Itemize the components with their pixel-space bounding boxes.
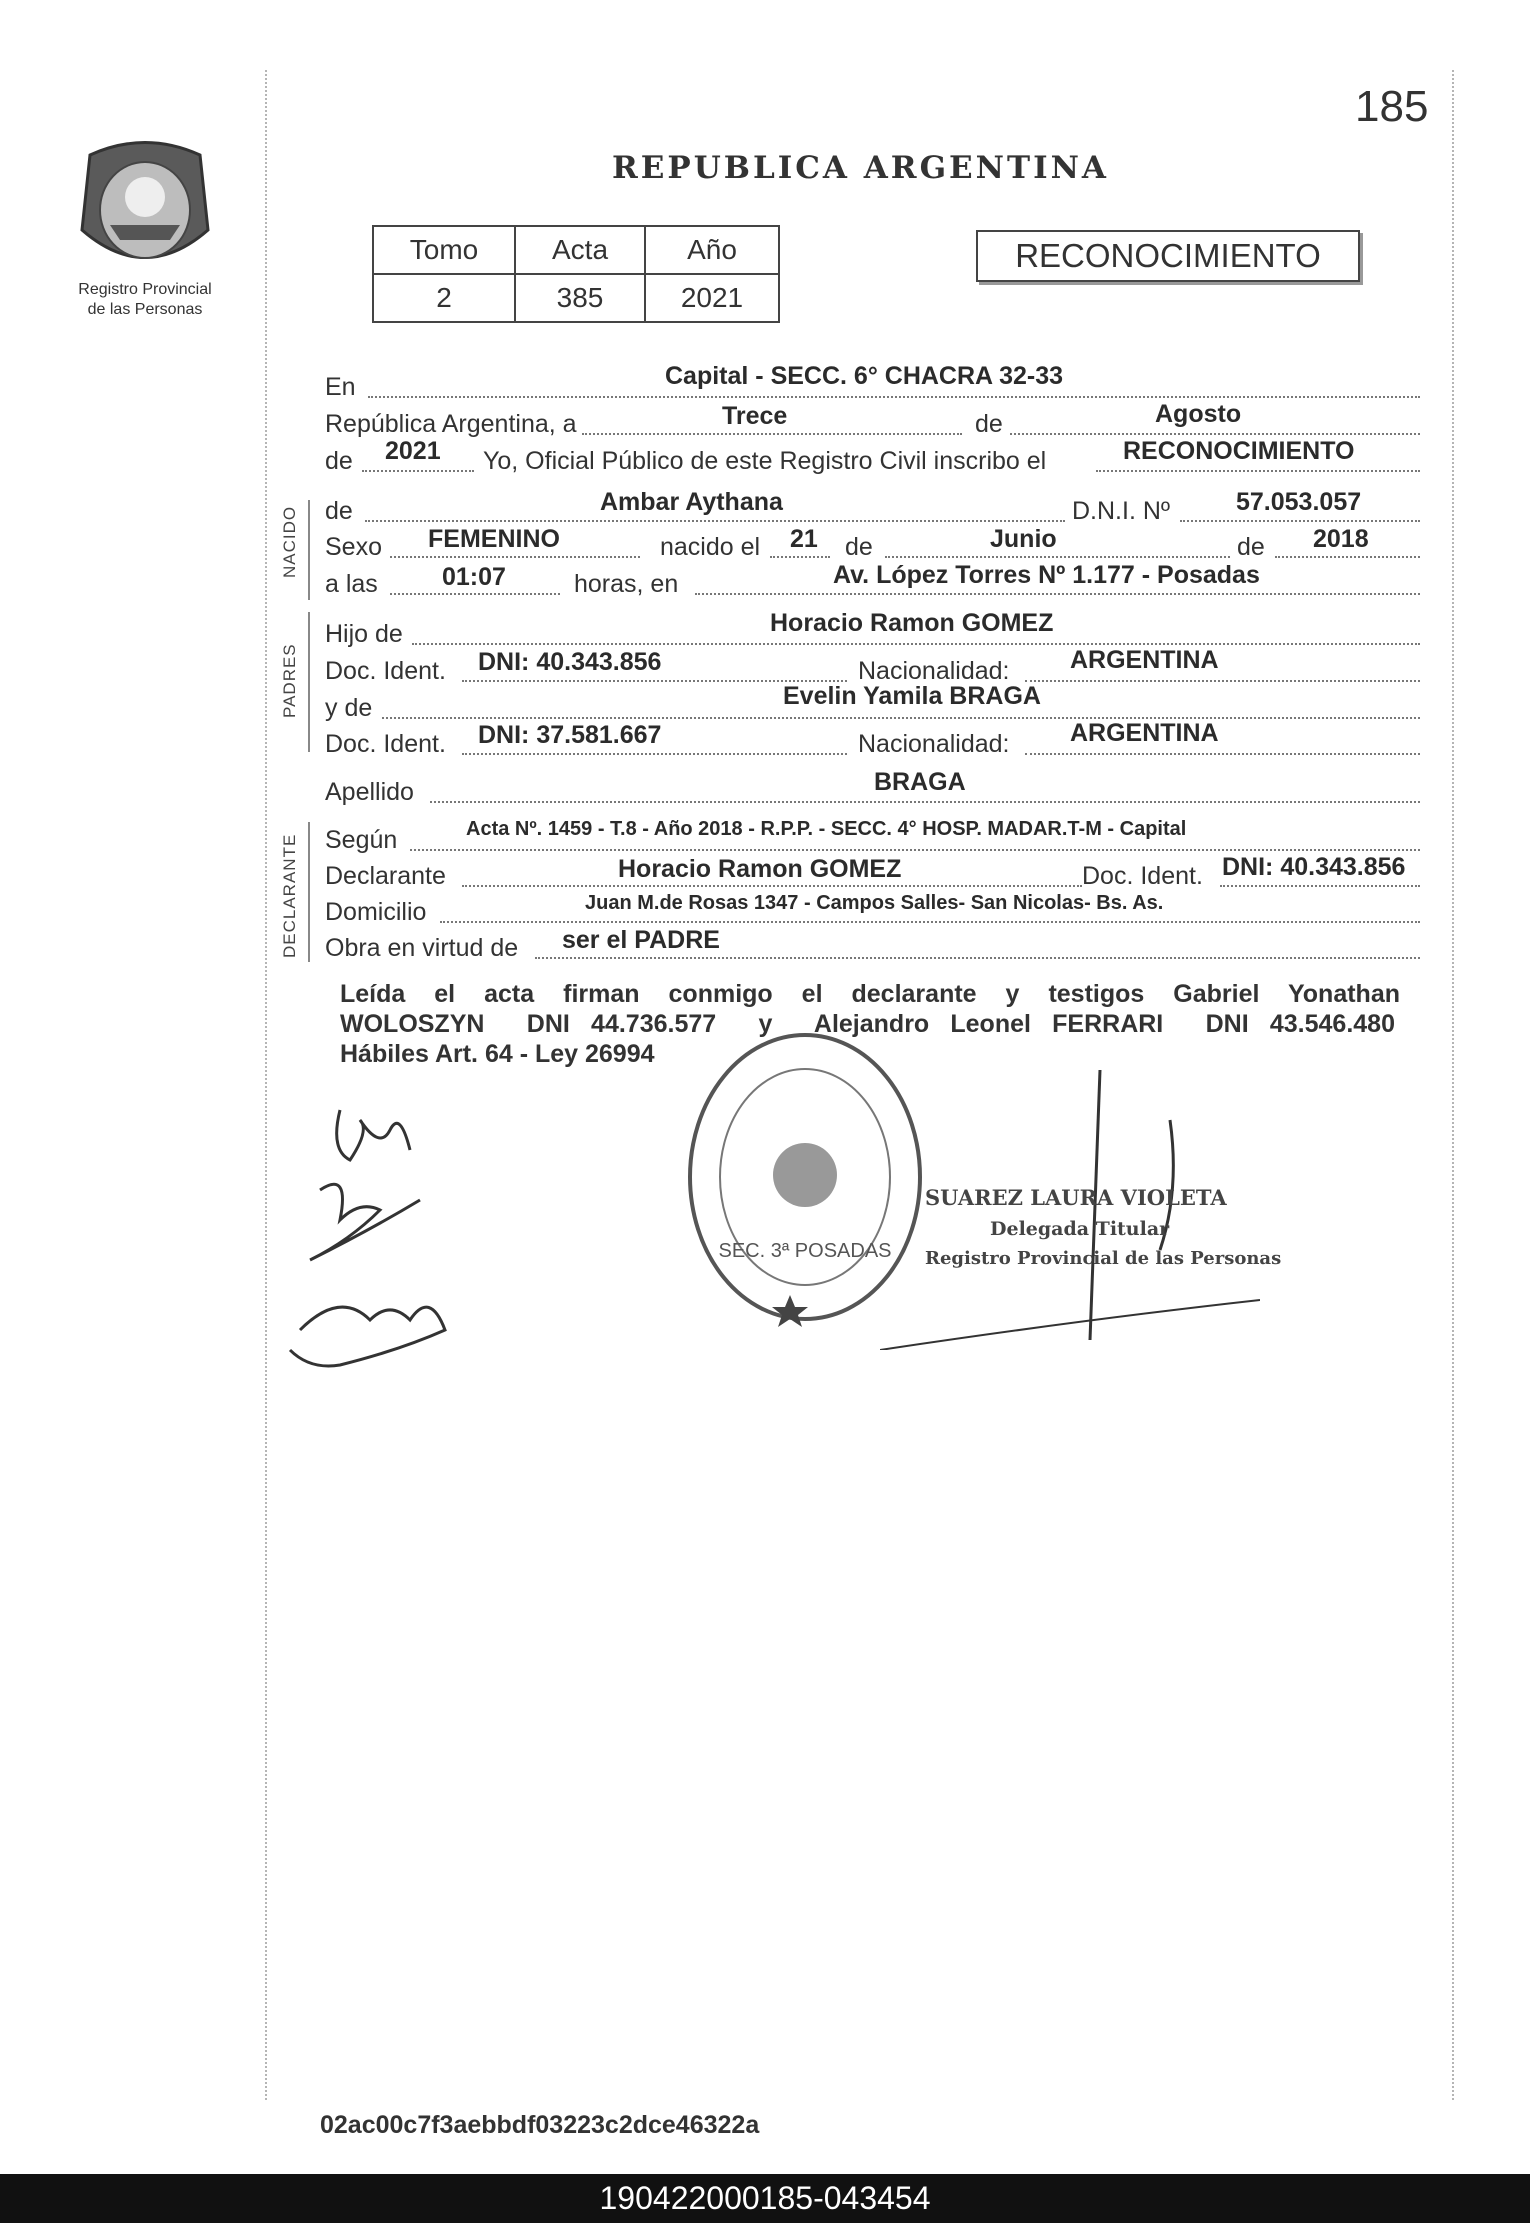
dots-anio xyxy=(362,470,474,472)
barcode-number: 190422000185-043454 xyxy=(599,2180,931,2216)
label-de-mes-nac: de xyxy=(845,533,873,561)
dots-dia xyxy=(582,433,962,435)
value-anio: 2021 xyxy=(385,437,441,465)
dots-mes xyxy=(1010,433,1420,435)
dots-padre xyxy=(412,643,1420,645)
value-apellido: BRAGA xyxy=(874,768,966,796)
label-yo: Yo, Oficial Público de este Registro Civil inscribo el xyxy=(483,447,1047,475)
value-hora: 01:07 xyxy=(442,563,506,591)
label-de-nombre: de xyxy=(325,497,353,525)
dots-acto xyxy=(1096,470,1420,472)
label-dni: D.N.I. Nº xyxy=(1072,497,1171,525)
value-lugar-nac: Av. López Torres Nº 1.177 - Posadas xyxy=(833,561,1260,589)
label-doc-padre: Doc. Ident. xyxy=(325,657,446,685)
page-number: 185 xyxy=(1355,82,1429,131)
label-doc-madre: Doc. Ident. xyxy=(325,730,446,758)
registro-logo xyxy=(70,135,220,320)
table-header-anio: Año xyxy=(645,226,779,274)
dots-nacido-mes xyxy=(885,556,1230,558)
value-madre: Evelin Yamila BRAGA xyxy=(783,682,1041,710)
value-padre: Horacio Ramon GOMEZ xyxy=(770,609,1054,637)
logo-label-1: Registro Provincial xyxy=(78,281,212,298)
dots-sexo xyxy=(390,556,640,558)
record-type-box: RECONOCIMIENTO xyxy=(976,230,1360,282)
label-domicilio: Domicilio xyxy=(325,898,427,926)
logo-label-2: de las Personas xyxy=(87,301,203,318)
value-dni: 57.053.057 xyxy=(1236,488,1362,516)
country-title: REPUBLICA ARGENTINA xyxy=(612,150,1109,186)
official-name: SUAREZ LAURA VIOLETA xyxy=(925,1185,1227,1210)
official-title: Delegada Titular xyxy=(990,1218,1170,1240)
dots-segun xyxy=(410,849,1420,851)
dots-lugar-nac xyxy=(695,593,1420,595)
bracket-nacido xyxy=(308,500,310,600)
value-declarante: Horacio Ramon GOMEZ xyxy=(618,855,902,883)
value-nacido-anio: 2018 xyxy=(1313,525,1369,553)
dots-madre xyxy=(382,717,1420,719)
label-sexo: Sexo xyxy=(325,533,382,561)
label-doc-declarante: Doc. Ident. xyxy=(1082,862,1203,890)
closing-line-3: Hábiles Art. 64 - Ley 26994 xyxy=(340,1040,655,1068)
dots-nac-padre xyxy=(1025,680,1420,682)
dots-apellido xyxy=(430,801,1420,803)
label-nacido-el: nacido el xyxy=(660,533,761,561)
value-padre-doc: DNI: 40.343.856 xyxy=(478,648,662,676)
dots-obra xyxy=(535,957,1420,959)
value-acto: RECONOCIMIENTO xyxy=(1123,437,1355,465)
value-padre-nac: ARGENTINA xyxy=(1070,646,1219,674)
dots-domicilio xyxy=(440,921,1420,923)
label-republica: República Argentina, a xyxy=(325,410,577,438)
label-apellido: Apellido xyxy=(325,778,414,806)
value-domicilio: Juan M.de Rosas 1347 - Campos Salles- San Nicolas- Bs. As. xyxy=(585,892,1164,914)
table-header-acta: Acta xyxy=(515,226,645,274)
value-nombre: Ambar Aythana xyxy=(600,488,783,516)
value-declarante-doc: DNI: 40.343.856 xyxy=(1222,853,1406,881)
section-padres-label: PADRES xyxy=(280,643,299,718)
value-obra: ser el PADRE xyxy=(562,926,720,954)
value-nacido-dia: 21 xyxy=(790,525,818,553)
barcode-bar xyxy=(0,2174,1530,2223)
left-margin-rule xyxy=(265,70,267,2100)
table-value-tomo: 2 xyxy=(373,274,515,322)
dots-nombre xyxy=(365,520,1065,522)
label-a-las: a las xyxy=(325,570,378,598)
value-lugar: Capital - SECC. 6° CHACRA 32-33 xyxy=(665,362,1064,390)
dots-doc-madre xyxy=(462,753,847,755)
label-en: En xyxy=(325,373,356,401)
value-madre-nac: ARGENTINA xyxy=(1070,719,1219,747)
stamp-inner-text: SEC. 3ª POSADAS xyxy=(718,1240,892,1262)
label-obra: Obra en virtud de xyxy=(325,934,519,962)
dots-nacido-dia xyxy=(770,556,830,558)
document-hash: 02ac00c7f3aebbdf03223c2dce46322a xyxy=(320,2111,760,2139)
label-de-anio: de xyxy=(325,447,353,475)
label-de-mes: de xyxy=(975,410,1003,438)
dots-en xyxy=(368,396,1420,398)
dots-nacido-anio xyxy=(1275,556,1420,558)
value-dia: Trece xyxy=(722,402,788,430)
table-value-acta: 385 xyxy=(515,274,645,322)
record-table xyxy=(372,225,780,323)
section-declarante-label: DECLARANTE xyxy=(280,833,299,958)
bracket-declarante xyxy=(308,822,310,962)
bracket-padres xyxy=(308,612,310,752)
dots-dni xyxy=(1180,520,1420,522)
label-declarante: Declarante xyxy=(325,862,446,890)
label-horas-en: horas, en xyxy=(574,570,679,598)
value-madre-doc: DNI: 37.581.667 xyxy=(478,721,662,749)
table-value-anio: 2021 xyxy=(645,274,779,322)
right-margin-rule xyxy=(1452,70,1454,2100)
value-mes: Agosto xyxy=(1155,400,1242,428)
label-segun: Según xyxy=(325,826,398,854)
signatures-left xyxy=(280,1090,480,1390)
table-header-tomo: Tomo xyxy=(373,226,515,274)
dots-doc-declarante xyxy=(1220,885,1420,887)
value-sexo: FEMENINO xyxy=(428,525,560,553)
label-de-anio-nac: de xyxy=(1237,533,1265,561)
closing-line-1: Leída el acta firman conmigo el declarante y testigos Gabriel Yonathan xyxy=(340,980,1400,1008)
closing-line-2: WOLOSZYN DNI 44.736.577 y Alejandro Leonel FERRARI DNI 43.546.480 xyxy=(340,1010,1395,1038)
dots-nac-madre xyxy=(1025,753,1420,755)
misiones-seal-icon xyxy=(70,135,220,280)
value-segun: Acta Nº. 1459 - T.8 - Año 2018 - R.P.P. - SECC. 4° HOSP. MADAR.T-M - Capital xyxy=(466,818,1187,840)
label-nac-madre: Nacionalidad: xyxy=(858,730,1010,758)
official-office: Registro Provincial de las Personas xyxy=(925,1248,1282,1269)
label-hijo-de: Hijo de xyxy=(325,620,403,648)
dots-declarante xyxy=(462,885,1082,887)
section-nacido-label: NACIDO xyxy=(280,505,299,578)
label-nac-padre: Nacionalidad: xyxy=(858,657,1010,685)
dots-hora xyxy=(390,593,560,595)
label-y-de: y de xyxy=(325,694,373,722)
value-nacido-mes: Junio xyxy=(990,525,1057,553)
